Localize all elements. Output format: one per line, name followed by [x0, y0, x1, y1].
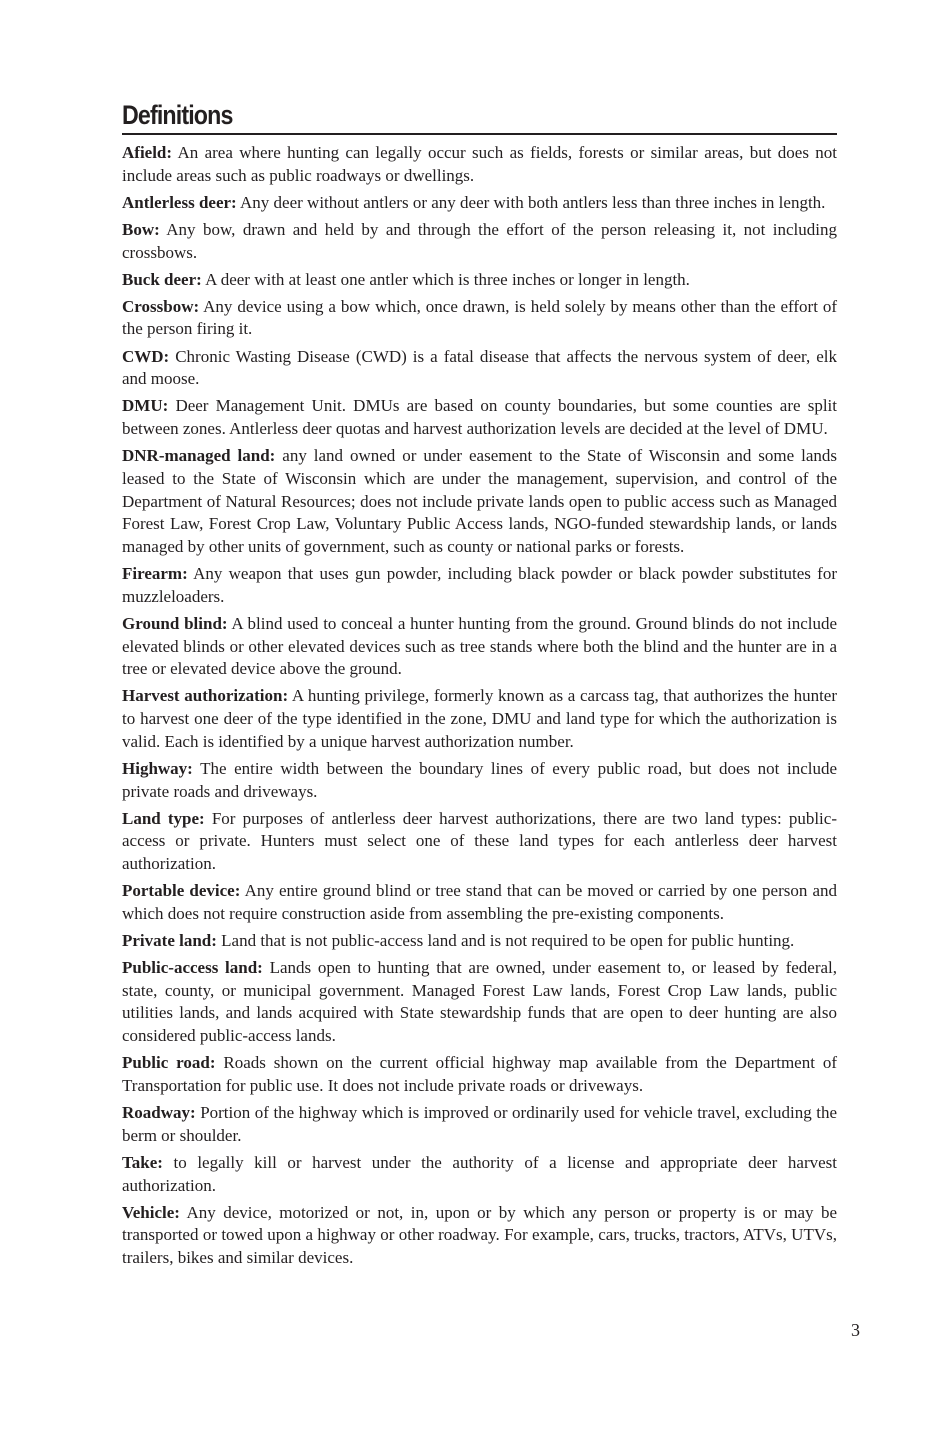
definition-text: to legally kill or harvest under the authority of a license and appropriate deer harvest authorization. — [122, 1152, 837, 1195]
definition-text: Any weapon that uses gun powder, including black powder or black powder substitutes for muzzleloaders. — [122, 564, 838, 606]
definition-text: Any bow, drawn and held by and through the effort of the person releasing it, not including crossbows. — [122, 219, 838, 262]
definition-entry — [122, 758, 837, 803]
title-rule — [122, 133, 837, 135]
definition-text: Land that is not public-access land and is not required to be open for public hunting. — [221, 930, 795, 950]
definition-entry — [122, 685, 837, 753]
definition-text: An area where hunting can legally occur such as fields, forests or similar areas, but does not include areas such as public roadways or dwellings. — [122, 143, 838, 185]
definition-term: Vehicle: — [122, 1202, 180, 1222]
definition-entry — [122, 395, 837, 440]
definition-term: Public road: — [122, 1053, 216, 1073]
definition-entry — [122, 445, 837, 559]
page-number: 3 — [851, 1320, 860, 1340]
definition-entry — [122, 142, 837, 187]
definition-text: Chronic Wasting Disease (CWD) is a fatal disease that affects the nervous system of deer, elk and moose. — [122, 346, 837, 389]
definition-term: Portable device: — [122, 881, 241, 901]
definition-text: Any entire ground blind or tree stand that can be moved or carried by one person and which does not require construction aside from assembling the pre-existing components. — [122, 881, 838, 923]
definition-entry — [122, 613, 837, 681]
definition-entry — [122, 563, 837, 608]
definition-term: Private land: — [122, 930, 217, 950]
definition-text: Lands open to hunting that are owned, under easement to, or leased by federal, state, county, or municipal government. Managed Forest Law lands, Forest Crop Law lands, public utilities lands, and lands acquired with State stewardship funds that are open to deer hunting are also considered public-access lands. — [122, 958, 838, 1046]
definition-term: Firearm: — [122, 564, 188, 584]
definition-text: Deer Management Unit. DMUs are based on county boundaries, but some counties are split between zones. Antlerless deer quotas and harvest authorization levels are decided at the level of DMU. — [122, 396, 837, 439]
definition-term: Take: — [122, 1152, 163, 1172]
definition-entry — [122, 219, 837, 264]
definition-entry — [122, 930, 837, 953]
definition-term: Roadway: — [122, 1103, 196, 1123]
definition-term: Land type: — [122, 808, 205, 828]
definition-text: A blind used to conceal a hunter hunting from the ground. Ground blinds do not include elevated blinds or other elevated devices such as tree stands where both the blind and the hunter are in a tree or elevated device above the ground. — [122, 613, 838, 679]
definitions-page — [122, 97, 837, 1274]
definition-text: any land owned or under easement to the State of Wisconsin and some lands leased to the State of Wisconsin which are under the management, supervision, and control of the Department of Natural Resources; does not include private lands open to public access such as Managed Forest Law, Forest Crop Law, Voluntary Public Access lands, NGO-funded stewardship lands, or lands managed by other units of government, such as county or national parks or forests. — [122, 446, 837, 556]
definition-term: Afield: — [122, 143, 173, 162]
definition-text: The entire width between the boundary lines of every public road, but does not include private roads and driveways. — [122, 758, 838, 801]
definition-term: Bow: — [122, 219, 160, 239]
definition-entry — [122, 1152, 837, 1197]
definition-entry — [122, 346, 837, 391]
definition-term: CWD: — [122, 346, 170, 366]
definition-text: Portion of the highway which is improved or ordinarily used for vehicle travel, excluding the berm or shoulder. — [122, 1103, 837, 1145]
definition-term: Buck deer: — [122, 269, 202, 289]
page-title: Definitions — [122, 100, 233, 130]
definition-term: Highway: — [122, 758, 193, 778]
definition-entry — [122, 1202, 837, 1270]
definition-entry — [122, 808, 837, 876]
definitions-list — [122, 142, 837, 1270]
definition-text: A deer with at least one antler which is three inches or longer in length. — [205, 269, 690, 289]
definition-entry — [122, 957, 837, 1048]
definition-term: DMU: — [122, 396, 169, 416]
definition-term: Ground blind: — [122, 613, 228, 633]
definition-text: Any deer without antlers or any deer with both antlers less than three inches in length. — [240, 192, 826, 212]
definition-entry — [122, 192, 837, 215]
definition-term: Harvest authorization: — [122, 686, 289, 706]
definition-text: Any device, motorized or not, in, upon or by which any person or property is or may be transported or towed upon a highway or other roadway. For example, cars, trucks, tractors, ATVs, UTVs, trailers, bikes and similar devices. — [122, 1202, 838, 1268]
definition-entry — [122, 296, 837, 341]
definition-entry — [122, 1052, 837, 1097]
definition-entry — [122, 1102, 837, 1147]
definition-text: Any device using a bow which, once drawn, is held solely by means other than the effort of the person firing it. — [122, 296, 838, 339]
definition-entry — [122, 269, 837, 292]
definition-term: Public-access land: — [122, 958, 263, 978]
definition-text: For purposes of antlerless deer harvest authorizations, there are two land types: public-access or private. Hunters must select one of these land types for each antlerless deer harvest authorization. — [122, 808, 837, 874]
definition-term: Antlerless deer: — [122, 192, 237, 212]
definition-entry — [122, 880, 837, 925]
definition-text: A hunting privilege, formerly known as a carcass tag, that authorizes the hunter to harvest one deer of the type identified in the zone, DMU and land type for which the authorization is valid. Each is identified by a unique harvest authorization number. — [122, 686, 837, 751]
definition-term: DNR-managed land: — [122, 446, 276, 466]
definition-term: Crossbow: — [122, 296, 200, 316]
definition-text: Roads shown on the current official highway map available from the Department of Transportation for public use. It does not include private roads or driveways. — [122, 1053, 837, 1095]
